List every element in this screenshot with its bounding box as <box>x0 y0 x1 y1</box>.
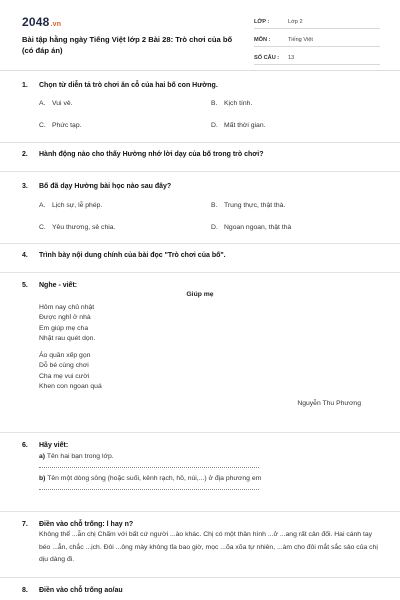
worksheet-header <box>0 0 400 72</box>
option-letter: A. <box>39 100 46 107</box>
option-a[interactable] <box>39 100 73 107</box>
question-text: Chọn từ diễn tả trò chơi ăn cỗ của hai bố con Hường. <box>39 82 218 89</box>
answer-options <box>39 191 378 231</box>
logo-main: 2048 <box>22 15 50 29</box>
meta-row-count <box>254 51 380 65</box>
sub-text: Tên hai bạn trong lớp. <box>46 453 114 460</box>
poem-stanza-2 <box>39 351 378 393</box>
option-letter: C. <box>39 224 46 231</box>
question-4 <box>22 251 378 260</box>
question-8 <box>22 586 378 595</box>
question-heading <box>22 150 378 159</box>
option-text: Lịch sự, lễ phép. <box>52 202 103 209</box>
option-letter: B. <box>211 100 218 107</box>
question-heading <box>22 520 378 529</box>
option-letter: B. <box>211 202 218 209</box>
poem-stanza-1 <box>39 303 378 345</box>
option-text: Mất thời gian. <box>224 122 266 129</box>
question-number: 7. <box>22 521 28 528</box>
question-heading <box>22 281 378 290</box>
sub-text: Tên một dòng sông (hoặc suối, kênh rạch, hồ, núi,...) ở địa phương em <box>47 475 262 482</box>
meta-key: SỐ CÂU : <box>254 54 280 61</box>
option-text: Yêu thương, sẻ chia. <box>52 224 116 231</box>
poem-line: Cha mẹ vui cười <box>39 372 90 380</box>
question-7 <box>22 520 378 567</box>
question-text: Điền vào chỗ trống ao/au <box>39 587 123 594</box>
option-c[interactable] <box>39 122 82 129</box>
poem-line: Áo quần xếp gọn <box>39 351 91 359</box>
option-d[interactable] <box>211 224 291 231</box>
question-heading <box>22 441 378 450</box>
question-divider <box>0 142 400 143</box>
sub-question-a <box>39 452 378 462</box>
option-letter: A. <box>39 202 46 209</box>
poem-title: Giúp mẹ <box>186 291 214 298</box>
logo-suffix: .vn <box>50 21 62 28</box>
question-heading <box>22 586 378 595</box>
question-number: 4. <box>22 252 28 259</box>
poem-line: Dỗ bé cùng chơi <box>39 362 89 369</box>
header-divider <box>0 70 400 71</box>
option-a[interactable] <box>39 202 102 209</box>
question-5 <box>22 281 378 409</box>
question-number: 3. <box>22 183 28 190</box>
question-text: Hành động nào cho thấy Hường nhớ lời dạy của bố trong trò chơi? <box>39 151 264 158</box>
poem-author: Nguyễn Thu Phương <box>297 399 361 407</box>
option-b[interactable] <box>211 202 285 209</box>
meta-row-subject <box>254 33 380 47</box>
question-3 <box>22 182 378 231</box>
answer-options <box>39 90 378 130</box>
question-number: 8. <box>22 587 28 594</box>
question-divider <box>0 511 400 512</box>
question-heading <box>22 81 378 90</box>
fill-in-paragraph: Không thể ...ẫn chị Chấm với bất cứ người ...ào khác. Chị có một thân hình ...ở ...ang rất cân đối. Hai cánh tay béo ...ẳn, chắc ...ịch. Đôi ...ông mày không tỉa bao giờ, mọc ...õa xõa tự nhiên, ...àm cho đôi mắt sắc sảo của chị dịu dàng đi. <box>39 531 378 563</box>
poem-line: Khen con ngoan quá <box>39 383 102 390</box>
meta-key: MÔN : <box>254 36 271 43</box>
answer-line[interactable] <box>39 462 259 468</box>
question-divider <box>0 272 400 273</box>
worksheet-meta <box>254 15 380 69</box>
question-heading <box>22 251 378 260</box>
option-text: Kịch tính. <box>224 100 253 107</box>
question-number: 2. <box>22 151 28 158</box>
option-d[interactable] <box>211 122 265 129</box>
question-number: 5. <box>22 282 28 289</box>
option-text: Phức tạp. <box>52 122 82 129</box>
option-letter: D. <box>211 224 218 231</box>
question-heading <box>22 182 378 191</box>
option-letter: C. <box>39 122 46 129</box>
poem-line: Được nghỉ ở nhà <box>39 314 91 321</box>
sub-question-b <box>39 474 378 484</box>
question-text: Trình bày nội dung chính của bài đọc "Trò chơi của bố". <box>39 252 226 259</box>
site-logo[interactable] <box>22 15 61 29</box>
question-1 <box>22 81 378 130</box>
question-divider <box>0 171 400 172</box>
question-6 <box>22 441 378 496</box>
sub-label: a) <box>39 453 46 460</box>
question-text: Nghe - viết: <box>39 282 78 289</box>
meta-value: Tiếng Việt <box>288 36 313 43</box>
poem <box>39 290 378 409</box>
question-text: Điền vào chỗ trống: l hay n? <box>39 521 134 528</box>
meta-row-grade <box>254 15 380 29</box>
option-c[interactable] <box>39 224 115 231</box>
poem-line: Nhặt rau quét dọn. <box>39 335 96 342</box>
question-divider <box>0 243 400 244</box>
question-divider <box>0 577 400 578</box>
meta-value: 13 <box>288 54 295 61</box>
option-b[interactable] <box>211 100 252 107</box>
meta-value: Lớp 2 <box>288 18 303 25</box>
poem-line: Em giúp mẹ cha <box>39 324 89 332</box>
poem-line: Hôm nay chủ nhật <box>39 303 95 311</box>
option-text: Trung thực, thật thà. <box>224 202 286 209</box>
option-text: Ngoan ngoan, thật thà <box>224 224 292 231</box>
question-number: 6. <box>22 442 28 449</box>
question-2 <box>22 150 378 159</box>
option-text: Vui vẻ. <box>52 100 73 107</box>
question-number: 1. <box>22 82 28 89</box>
question-text: Bố đã dạy Hường bài học nào sau đây? <box>39 183 172 190</box>
answer-line[interactable] <box>39 484 259 490</box>
meta-key: LỚP : <box>254 18 270 25</box>
question-divider <box>0 432 400 433</box>
worksheet-title: Bài tập hằng ngày Tiếng Việt lớp 2 Bài 28: Trò chơi của bố (có đáp án) <box>22 35 233 55</box>
sub-label: b) <box>39 475 46 482</box>
option-letter: D. <box>211 122 218 129</box>
question-text: Hãy viết: <box>39 442 69 449</box>
